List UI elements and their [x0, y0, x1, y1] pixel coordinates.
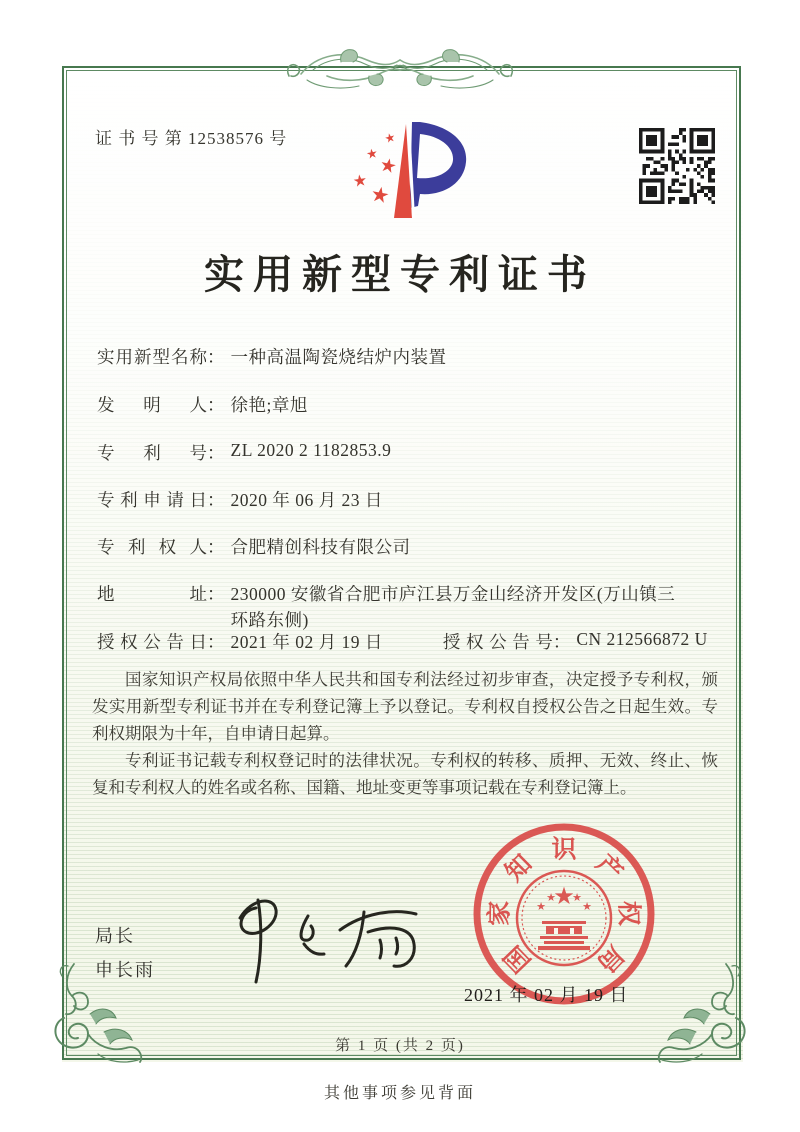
field-colon: ：: [207, 632, 225, 652]
field-label: 授权公告日: [97, 632, 207, 652]
seal-character: 局: [591, 940, 629, 977]
field-value: 2020 年 06 月 23 日: [230, 490, 383, 510]
svg-text:★: ★: [351, 170, 369, 191]
seal-character: 产: [590, 850, 628, 887]
field-colon: ：: [207, 490, 225, 510]
seal-character: 知: [500, 850, 538, 887]
cnipa-logo-icon: [346, 120, 478, 222]
svg-text:★: ★: [536, 900, 546, 913]
back-side-note: 其他事项参见背面: [323, 1085, 476, 1102]
field-value: ZL 2020 2 1182853.9: [230, 440, 392, 460]
page-number: 第 1 页 (共 2 页): [335, 1038, 465, 1054]
svg-text:★: ★: [368, 181, 392, 209]
field-value: 徐艳;章旭: [230, 395, 308, 415]
field-value: 一种高温陶瓷烧结炉内装置: [230, 347, 447, 367]
seal-date: 2021 年 02 月 19 日: [464, 985, 629, 1005]
field-label: 发明人: [97, 395, 207, 415]
legal-paragraph-1: 国家知识产权局依照中华人民共和国专利法经过初步审查，决定授予专利权，颁发实用新型专利证书并在专利登记簿上予以登记。专利权自授权公告之日起生效。专利权期限为十年，自申请日起算。: [92, 670, 718, 743]
svg-text:★: ★: [546, 891, 556, 904]
seal-character: 识: [551, 836, 577, 864]
qr-code-icon: [639, 128, 715, 204]
field-row-filing-date: [97, 487, 383, 512]
field-label: 实用新型名称: [97, 347, 207, 367]
seal-character: 家: [486, 900, 514, 926]
field-label: 专利申请日: [97, 490, 207, 510]
certificate-title: 实用新型专利证书: [204, 252, 596, 297]
field-value: 合肥精创科技有限公司: [230, 537, 411, 557]
field-colon: ：: [207, 347, 225, 367]
svg-text:★: ★: [365, 146, 380, 163]
field-row-name: [97, 344, 447, 369]
field-colon: ：: [552, 632, 571, 652]
shen-changyu-signature: [212, 882, 427, 992]
svg-text:★: ★: [582, 900, 592, 913]
field-row-patent-number: [97, 440, 391, 465]
svg-text:★: ★: [377, 153, 399, 179]
field-label: 地址: [97, 584, 207, 604]
legal-paragraph-2: 专利证书记载专利权登记时的法律状况。专利权的转移、质押、无效、终止、恢复和专利权人的姓名或名称、国籍、地址变更等事项记载在专利登记簿上。: [92, 751, 718, 797]
svg-text:★: ★: [383, 129, 397, 147]
grant-number-value: CN 212566872 U: [576, 629, 708, 649]
field-colon: ：: [207, 537, 225, 557]
field-row-grant: [97, 629, 708, 654]
bottom-right-corner-ornament: [648, 962, 756, 1074]
seal-character: 国: [499, 940, 537, 977]
field-label: 专利权人: [97, 537, 207, 557]
field-value: 230000 安徽省合肥市庐江县万金山经济开发区(万山镇三环路东侧): [230, 584, 676, 630]
field-colon: ：: [207, 395, 225, 415]
grant-date-value: 2021 年 02 月 19 日: [230, 632, 383, 652]
officer-title: 局长: [95, 926, 135, 946]
certificate-number: 证 书 号 第 12538576 号: [95, 129, 288, 148]
seal-character: 权: [614, 900, 642, 926]
field-row-patentee: [97, 534, 411, 559]
field-row-inventor: [97, 392, 308, 417]
svg-text:★: ★: [572, 891, 582, 904]
field-label: 专利号: [97, 443, 207, 463]
svg-text:★: ★: [553, 882, 575, 910]
officer-name: 申长雨: [95, 960, 155, 980]
field-row-address: [97, 581, 683, 633]
field-colon: ：: [207, 443, 225, 463]
field-label: 授权公告号: [442, 632, 553, 652]
top-flourish-ornament: [283, 36, 517, 92]
field-colon: ：: [207, 584, 225, 604]
legal-text-block: [92, 666, 718, 801]
